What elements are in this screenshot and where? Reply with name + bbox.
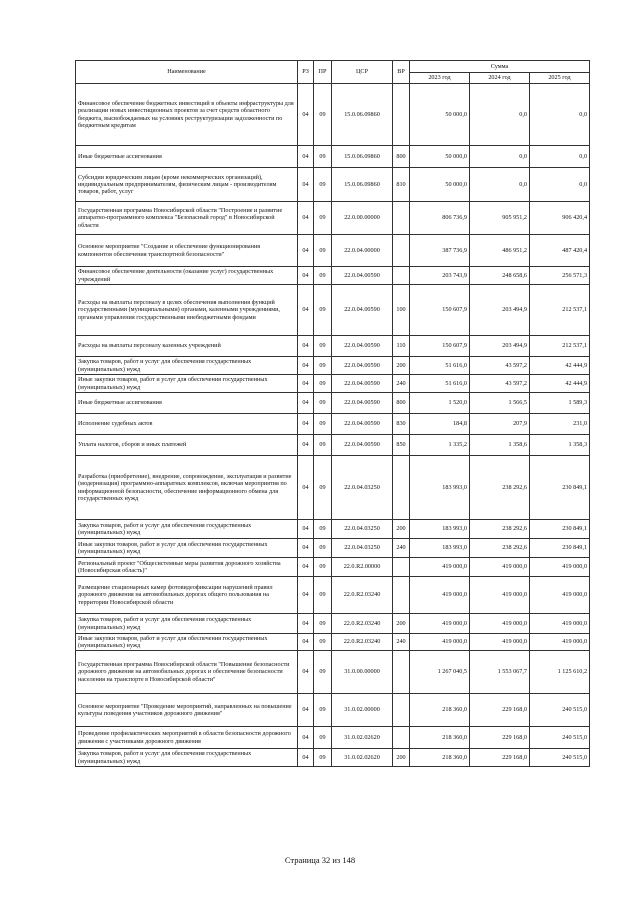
row-vr — [393, 235, 410, 267]
row-vr: 200 — [393, 357, 410, 375]
row-pr: 09 — [314, 614, 332, 634]
row-csr: 15.0.06.09860 — [332, 168, 393, 202]
row-vr: 800 — [393, 393, 410, 414]
row-vr: 800 — [393, 146, 410, 168]
col-header-vr: ВР — [393, 61, 410, 84]
row-name: Государственная программа Новосибирской области "Повышение безопасности дорожного движения на автомобильных дорогах и обеспечение безопасности населения на транспорте в Новосибирской области" — [76, 651, 298, 694]
table-row — [76, 614, 590, 634]
row-sum-2023: 150 607,9 — [410, 336, 470, 357]
row-csr: 22.0.04.00590 — [332, 375, 393, 393]
row-sum-2024: 207,9 — [470, 414, 530, 435]
page-number: Страница 32 из 148 — [284, 855, 356, 865]
row-sum-2023: 203 743,9 — [410, 267, 470, 285]
row-csr: 31.0.02.02620 — [332, 727, 393, 749]
row-vr — [393, 651, 410, 694]
row-rz: 04 — [298, 336, 314, 357]
budget-table — [75, 60, 590, 767]
row-sum-2024: 238 292,6 — [470, 520, 530, 539]
row-name: Иные бюджетные ассигнования — [76, 146, 298, 168]
row-pr: 09 — [314, 558, 332, 577]
row-sum-2024: 248 658,6 — [470, 267, 530, 285]
table-row — [76, 267, 590, 285]
row-csr: 22.0.04.00590 — [332, 285, 393, 336]
row-vr: 200 — [393, 749, 410, 767]
row-name: Иные бюджетные ассигнования — [76, 393, 298, 414]
table-row — [76, 357, 590, 375]
row-sum-2024: 203 494,9 — [470, 285, 530, 336]
row-sum-2023: 184,8 — [410, 414, 470, 435]
row-vr: 110 — [393, 336, 410, 357]
row-csr: 22.0.04.03250 — [332, 456, 393, 520]
row-rz: 04 — [298, 539, 314, 558]
row-name: Размещение стационарных камер фотовидеофиксации нарушений правил дорожного движения на автомобильных дорогах общего пользования на территории Новосибирской области — [76, 577, 298, 614]
row-rz: 04 — [298, 285, 314, 336]
row-vr — [393, 694, 410, 727]
table-row — [76, 285, 590, 336]
col-header-sum: Сумма — [410, 61, 590, 73]
row-rz: 04 — [298, 235, 314, 267]
row-pr: 09 — [314, 168, 332, 202]
row-vr: 240 — [393, 634, 410, 651]
row-csr: 22.0.R2.03240 — [332, 577, 393, 614]
row-sum-2023: 218 360,0 — [410, 749, 470, 767]
row-csr: 22.0.04.03250 — [332, 520, 393, 539]
row-sum-2024: 238 292,6 — [470, 539, 530, 558]
row-sum-2025: 906 420,4 — [530, 202, 590, 235]
table-row — [76, 520, 590, 539]
row-sum-2025: 212 537,1 — [530, 336, 590, 357]
row-pr: 09 — [314, 84, 332, 146]
row-sum-2024: 0,0 — [470, 146, 530, 168]
row-csr: 15.0.06.09860 — [332, 146, 393, 168]
row-sum-2023: 1 520,0 — [410, 393, 470, 414]
table-row — [76, 414, 590, 435]
row-name: Государственная программа Новосибирской области "Построение и развитие аппаратно-программного комплекса "Безопасный город" в Новосибирской области — [76, 202, 298, 235]
row-csr: 31.0.02.00000 — [332, 694, 393, 727]
row-vr: 830 — [393, 414, 410, 435]
col-header-rz: РЗ — [298, 61, 314, 84]
row-sum-2024: 203 494,9 — [470, 336, 530, 357]
row-name: Исполнение судебных актов — [76, 414, 298, 435]
table-row — [76, 577, 590, 614]
row-sum-2024: 229 168,0 — [470, 749, 530, 767]
row-name: Иные закупки товаров, работ и услуг для обеспечения государственных (муниципальных) нужд — [76, 634, 298, 651]
row-pr: 09 — [314, 414, 332, 435]
row-sum-2025: 212 537,1 — [530, 285, 590, 336]
table-row — [76, 393, 590, 414]
row-pr: 09 — [314, 520, 332, 539]
row-sum-2025: 419 000,0 — [530, 634, 590, 651]
table-row — [76, 634, 590, 651]
row-sum-2025: 231,0 — [530, 414, 590, 435]
row-rz: 04 — [298, 727, 314, 749]
row-sum-2025: 256 571,3 — [530, 267, 590, 285]
row-sum-2025: 230 849,1 — [530, 539, 590, 558]
row-vr: 850 — [393, 435, 410, 456]
row-rz: 04 — [298, 456, 314, 520]
row-name: Основное мероприятие "Проведение мероприятий, направленных на повышение культуры поведения участников дорожного движения" — [76, 694, 298, 727]
row-vr — [393, 577, 410, 614]
row-name: Расходы на выплаты персоналу казенных учреждений — [76, 336, 298, 357]
row-vr — [393, 267, 410, 285]
row-csr: 15.0.06.09860 — [332, 84, 393, 146]
row-name: Иные закупки товаров, работ и услуг для обеспечения государственных (муниципальных) нужд — [76, 375, 298, 393]
row-pr: 09 — [314, 577, 332, 614]
row-vr: 240 — [393, 375, 410, 393]
row-sum-2024: 419 000,0 — [470, 577, 530, 614]
row-sum-2025: 1 358,3 — [530, 435, 590, 456]
table-row — [76, 694, 590, 727]
row-name: Закупка товаров, работ и услуг для обеспечения государственных (муниципальных) нужд — [76, 520, 298, 539]
row-sum-2023: 183 993,0 — [410, 520, 470, 539]
row-sum-2023: 183 993,0 — [410, 456, 470, 520]
row-vr: 200 — [393, 520, 410, 539]
row-rz: 04 — [298, 84, 314, 146]
row-vr: 100 — [393, 285, 410, 336]
table-row — [76, 235, 590, 267]
row-sum-2025: 1 125 610,2 — [530, 651, 590, 694]
row-sum-2023: 387 736,9 — [410, 235, 470, 267]
row-sum-2023: 419 000,0 — [410, 614, 470, 634]
row-rz: 04 — [298, 267, 314, 285]
row-rz: 04 — [298, 357, 314, 375]
col-header-2025: 2025 год — [530, 73, 590, 84]
row-sum-2023: 50 000,0 — [410, 146, 470, 168]
row-sum-2025: 240 515,0 — [530, 694, 590, 727]
row-sum-2025: 42 444,9 — [530, 357, 590, 375]
row-sum-2023: 150 607,9 — [410, 285, 470, 336]
row-rz: 04 — [298, 651, 314, 694]
row-csr: 22.0.R2.03240 — [332, 614, 393, 634]
row-sum-2024: 419 000,0 — [470, 614, 530, 634]
row-vr — [393, 558, 410, 577]
table-row — [76, 202, 590, 235]
row-rz: 04 — [298, 749, 314, 767]
row-pr: 09 — [314, 435, 332, 456]
row-name: Основное мероприятие "Создание и обеспечение функционирования компонентов обеспечения транспортной безопасности" — [76, 235, 298, 267]
row-csr: 22.0.04.00590 — [332, 414, 393, 435]
row-sum-2023: 1 335,2 — [410, 435, 470, 456]
table-row — [76, 749, 590, 767]
row-sum-2023: 1 267 040,5 — [410, 651, 470, 694]
row-sum-2024: 43 597,2 — [470, 375, 530, 393]
row-sum-2024: 1 358,6 — [470, 435, 530, 456]
row-name: Разработка (приобретение), внедрение, сопровождение, эксплуатация и развитие (модернизация) программно-аппаратных комплексов, включая мероприятия по информационной безопасности, обеспечение информационного обмена для государственных нужд — [76, 456, 298, 520]
table-row — [76, 456, 590, 520]
row-sum-2025: 42 444,9 — [530, 375, 590, 393]
table-row — [76, 146, 590, 168]
row-pr: 09 — [314, 357, 332, 375]
row-pr: 09 — [314, 146, 332, 168]
row-sum-2024: 419 000,0 — [470, 634, 530, 651]
row-sum-2023: 218 360,0 — [410, 727, 470, 749]
col-header-2023: 2023 год — [410, 73, 470, 84]
table-row — [76, 651, 590, 694]
row-pr: 09 — [314, 651, 332, 694]
row-csr: 22.0.04.00590 — [332, 357, 393, 375]
row-csr: 22.0.04.00590 — [332, 267, 393, 285]
row-pr: 09 — [314, 456, 332, 520]
row-sum-2025: 0,0 — [530, 146, 590, 168]
row-sum-2024: 486 951,2 — [470, 235, 530, 267]
row-sum-2025: 230 849,1 — [530, 520, 590, 539]
row-csr: 22.0.04.00590 — [332, 336, 393, 357]
row-pr: 09 — [314, 267, 332, 285]
row-sum-2023: 51 616,0 — [410, 357, 470, 375]
row-sum-2025: 1 589,3 — [530, 393, 590, 414]
row-name: Финансовое обеспечение бюджетных инвестиций в объекты инфраструктуры для реализации новых инвестиционных проектов за счет средств областного бюджета, высвобождаемых на условиях реструктуризации задолженности по бюджетным кредитам — [76, 84, 298, 146]
row-vr — [393, 456, 410, 520]
row-sum-2025: 419 000,0 — [530, 577, 590, 614]
col-header-csr: ЦСР — [332, 61, 393, 84]
row-rz: 04 — [298, 393, 314, 414]
row-sum-2023: 50 000,0 — [410, 168, 470, 202]
row-rz: 04 — [298, 694, 314, 727]
row-rz: 04 — [298, 520, 314, 539]
row-csr: 22.0.04.03250 — [332, 539, 393, 558]
row-sum-2024: 1 553 067,7 — [470, 651, 530, 694]
row-rz: 04 — [298, 558, 314, 577]
row-sum-2025: 0,0 — [530, 84, 590, 146]
row-sum-2023: 419 000,0 — [410, 558, 470, 577]
row-sum-2023: 218 360,0 — [410, 694, 470, 727]
row-csr: 22.0.00.00000 — [332, 202, 393, 235]
row-csr: 31.0.02.02620 — [332, 749, 393, 767]
row-pr: 09 — [314, 727, 332, 749]
row-pr: 09 — [314, 336, 332, 357]
row-vr: 810 — [393, 168, 410, 202]
row-sum-2023: 419 000,0 — [410, 634, 470, 651]
row-vr: 240 — [393, 539, 410, 558]
row-sum-2024: 43 597,2 — [470, 357, 530, 375]
row-csr: 22.0.R2.03240 — [332, 634, 393, 651]
table-row — [76, 336, 590, 357]
row-rz: 04 — [298, 414, 314, 435]
row-rz: 04 — [298, 614, 314, 634]
row-vr — [393, 202, 410, 235]
row-csr: 22.0.R2.00000 — [332, 558, 393, 577]
row-sum-2023: 419 000,0 — [410, 577, 470, 614]
row-rz: 04 — [298, 577, 314, 614]
row-rz: 04 — [298, 168, 314, 202]
row-sum-2025: 0,0 — [530, 168, 590, 202]
row-rz: 04 — [298, 202, 314, 235]
row-name: Субсидии юридическим лицам (кроме некоммерческих организаций), индивидуальным предпринимателям, физическим лицам - производителям товаров, работ, услуг — [76, 168, 298, 202]
row-name: Закупка товаров, работ и услуг для обеспечения государственных (муниципальных) нужд — [76, 357, 298, 375]
row-vr — [393, 727, 410, 749]
row-sum-2025: 230 849,1 — [530, 456, 590, 520]
row-csr: 22.0.04.00000 — [332, 235, 393, 267]
row-name: Региональный проект "Общесистемные меры развития дорожного хозяйства (Новосибирская область)" — [76, 558, 298, 577]
row-pr: 09 — [314, 393, 332, 414]
row-sum-2025: 419 000,0 — [530, 614, 590, 634]
table-row — [76, 435, 590, 456]
row-sum-2024: 905 951,2 — [470, 202, 530, 235]
row-rz: 04 — [298, 375, 314, 393]
row-name: Финансовое обеспечение деятельности (оказание услуг) государственных учреждений — [76, 267, 298, 285]
row-sum-2023: 806 736,9 — [410, 202, 470, 235]
row-sum-2025: 240 515,0 — [530, 727, 590, 749]
row-name: Расходы на выплаты персоналу в целях обеспечения выполнения функций государственными (муниципальными) органами, казенными учреждениями, органами управления государственными внебюджетными фондами — [76, 285, 298, 336]
row-sum-2024: 419 000,0 — [470, 558, 530, 577]
table-row — [76, 558, 590, 577]
row-sum-2024: 229 168,0 — [470, 694, 530, 727]
row-pr: 09 — [314, 539, 332, 558]
row-csr: 22.0.04.00590 — [332, 393, 393, 414]
row-pr: 09 — [314, 749, 332, 767]
table-row — [76, 168, 590, 202]
row-sum-2024: 0,0 — [470, 168, 530, 202]
row-sum-2024: 238 292,6 — [470, 456, 530, 520]
table-row — [76, 727, 590, 749]
row-name: Уплата налогов, сборов и иных платежей — [76, 435, 298, 456]
row-name: Закупка товаров, работ и услуг для обеспечения государственных (муниципальных) нужд — [76, 614, 298, 634]
row-name: Иные закупки товаров, работ и услуг для обеспечения государственных (муниципальных) нужд — [76, 539, 298, 558]
row-vr: 200 — [393, 614, 410, 634]
row-pr: 09 — [314, 202, 332, 235]
row-rz: 04 — [298, 435, 314, 456]
row-sum-2024: 1 566,5 — [470, 393, 530, 414]
row-sum-2024: 0,0 — [470, 84, 530, 146]
row-sum-2023: 51 616,0 — [410, 375, 470, 393]
row-pr: 09 — [314, 634, 332, 651]
row-rz: 04 — [298, 634, 314, 651]
table-row — [76, 84, 590, 146]
row-sum-2025: 419 000,0 — [530, 558, 590, 577]
row-name: Проведение профилактических мероприятий в области безопасности дорожного движения с участниками дорожного движения — [76, 727, 298, 749]
row-rz: 04 — [298, 146, 314, 168]
row-name: Закупка товаров, работ и услуг для обеспечения государственных (муниципальных) нужд — [76, 749, 298, 767]
col-header-pr: ПР — [314, 61, 332, 84]
table-row — [76, 539, 590, 558]
table-row — [76, 375, 590, 393]
row-csr: 22.0.04.00590 — [332, 435, 393, 456]
row-sum-2023: 50 000,0 — [410, 84, 470, 146]
row-csr: 31.0.00.00000 — [332, 651, 393, 694]
col-header-name: Наименование — [76, 61, 298, 84]
row-pr: 09 — [314, 235, 332, 267]
row-sum-2023: 183 993,0 — [410, 539, 470, 558]
col-header-2024: 2024 год — [470, 73, 530, 84]
table-body — [76, 84, 590, 767]
row-sum-2025: 487 420,4 — [530, 235, 590, 267]
row-pr: 09 — [314, 694, 332, 727]
row-pr: 09 — [314, 285, 332, 336]
row-sum-2024: 229 168,0 — [470, 727, 530, 749]
row-sum-2025: 240 515,0 — [530, 749, 590, 767]
row-vr — [393, 84, 410, 146]
row-pr: 09 — [314, 375, 332, 393]
